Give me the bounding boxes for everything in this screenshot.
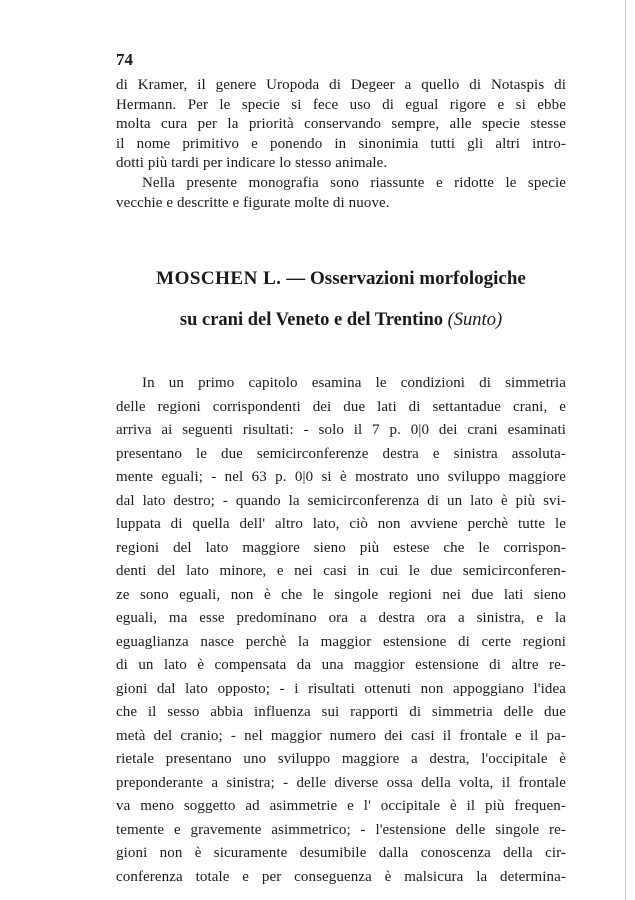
- intro-line: il nome primitivo e ponendo in sinonimia tutti gli altri intro-: [116, 135, 566, 152]
- summary-line: delle regioni corrispondenti dei due lati di settantadue crani, e: [116, 398, 566, 415]
- summary-line: preponderante a sinistra; - delle diverse ossa della volta, il frontale: [116, 774, 566, 791]
- summary-line: regioni del lato maggiore sieno più estese che le corrispon-: [116, 539, 566, 556]
- intro-line: di Kramer, il genere Uropoda di Degeer a quello di Notaspis di: [116, 77, 566, 93]
- intro-line: dotti più tardi per indicare lo stesso animale.: [116, 155, 388, 172]
- intro-line: Nella presente monografia sono riassunte e ridotte le specie: [142, 174, 566, 191]
- summary-line: luppata di quella dell' altro lato, ciò non avviene perchè tutte le: [116, 516, 566, 532]
- summary-line: gioni dal lato opposto; - i risultati ottenuti non appoggiano l'idea: [116, 680, 566, 697]
- summary-line: arriva ai seguenti risultati: - solo il 7 p. 0|0 dei crani esaminati: [116, 422, 566, 438]
- summary-line: metà del cranio; - nel maggior numero dei casi il frontale e il pa-: [116, 727, 566, 744]
- summary-paragraph: [116, 372, 566, 889]
- intro-line: Hermann. Per le specie si fece uso di egual rigore e si ebbe: [116, 96, 566, 113]
- article-subheading: [116, 310, 566, 331]
- summary-line: In un primo capitolo esamina le condizioni di simmetria: [142, 375, 566, 391]
- article-heading: [116, 268, 566, 290]
- author-name: MOSCHEN L.: [156, 268, 282, 289]
- summary-line: presentano le due semicirconferenze destra e sinistra assoluta-: [116, 445, 566, 462]
- summary-line: ze sono eguali, non è che le singole regioni nei due lati sieno: [116, 586, 566, 603]
- summary-line: dal lato destro; - quando la semicirconferenza di un lato è più svi-: [116, 492, 566, 509]
- summary-line: conferenza totale e per conseguenza è malsicura la determina-: [116, 868, 566, 885]
- title-line-2: su crani del Veneto e del Trentino: [179, 310, 444, 330]
- summary-line: va meno soggetto ad asimmetrie e l' occipitale è il più frequen-: [116, 798, 566, 814]
- summary-line: eguaglianza nasce perchè la maggior estensione di certe regioni: [116, 633, 566, 650]
- intro-line: molta cura per la priorità conservando sempre, alle specie stesse: [116, 116, 566, 133]
- summary-line: rietale presentano uno sviluppo maggiore a destra, l'occipitale è: [116, 751, 566, 767]
- sunto-label: (Sunto): [447, 310, 503, 330]
- page-number: 74: [116, 50, 133, 69]
- summary-line: gioni non è sicuramente desumibile dalla conoscenza della cir-: [116, 845, 566, 861]
- summary-line: denti del lato minore, e nei casi in cui le due semicirconferen-: [116, 563, 566, 579]
- summary-line: che il sesso abbia influenza sui rapporti di simmetria delle due: [116, 704, 566, 720]
- intro-paragraph: [116, 76, 566, 213]
- summary-line: di un lato è compensata da una maggior estensione di altre re-: [116, 657, 566, 673]
- intro-line: vecchie e descritte e figurate molte di nuove.: [116, 194, 390, 211]
- summary-line: temente e gravemente asimmetrico; - l'estensione delle singole re-: [116, 821, 566, 838]
- summary-line: mente eguali; - nel 63 p. 0|0 si è mostrato uno sviluppo maggiore: [116, 469, 566, 485]
- heading-dash: —: [286, 268, 306, 289]
- page-edge-line: [625, 0, 626, 900]
- summary-line: eguali, ma esse predominano ora a destra ora a sinistra, e la: [116, 610, 566, 626]
- title-line-1: Osservazioni morfologiche: [310, 268, 526, 289]
